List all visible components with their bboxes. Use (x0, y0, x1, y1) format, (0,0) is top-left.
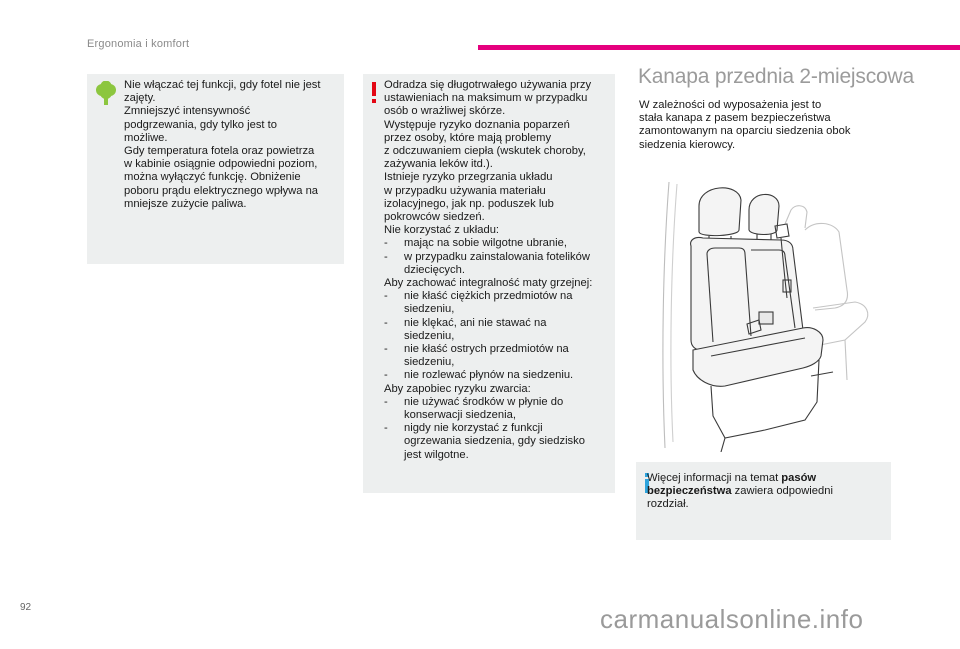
eco-tip-text (124, 79, 338, 211)
list-item (384, 422, 612, 462)
text-line: z odczuwaniem ciepła (wskutek choroby, (384, 145, 586, 158)
text-line: siedzeniu, (404, 356, 455, 369)
header-accent-bar (478, 45, 960, 50)
text-line: jest wilgotne. (404, 448, 469, 461)
info-text-segment: Więcej informacji na temat (647, 472, 782, 484)
text-line: W zależności od wyposażenia jest to (639, 99, 822, 111)
list-dash: - (384, 422, 388, 435)
text-line: ustawieniach na maksimum w przypadku (384, 92, 588, 105)
text-line: zajęty. (124, 92, 156, 105)
list-item (384, 396, 612, 422)
eco-tree-icon (95, 81, 117, 105)
text-line: nigdy nie korzystać z funkcji (404, 422, 543, 435)
list-dash: - (384, 343, 388, 356)
text-line: Nie włączać tej funkcji, gdy fotel nie jest (124, 79, 321, 91)
text-line: Istnieje ryzyko przegrzania układu (384, 171, 553, 184)
text-line: nie kłaść ciężkich przedmiotów na (404, 290, 573, 303)
text-line: możliwe. (124, 131, 168, 144)
list-dash: - (384, 395, 388, 408)
text-line: pokrowców siedzeń. (384, 211, 485, 224)
text-line: stała kanapa z pasem bezpieczeństwa (639, 112, 831, 125)
text-line: przez osoby, które mają problemy (384, 131, 552, 144)
list-item (384, 251, 612, 277)
text-line: zażywania leków itd.). (384, 158, 493, 171)
section-body (639, 99, 889, 152)
text-line: ogrzewania siedzenia, gdy siedzisko (404, 435, 585, 448)
text-line: nie klękać, ani nie stawać na (404, 316, 547, 329)
watermark: carmanualsonline.info (600, 604, 864, 634)
text-line: mniejsze zużycie paliwa. (124, 197, 247, 210)
list-item (384, 290, 612, 316)
text-line: w przypadku zainstalowania fotelików (404, 250, 590, 263)
text-line: konserwacji siedzenia, (404, 409, 516, 422)
text-line: nie kłaść ostrych przedmiotów na (404, 343, 569, 356)
list-dash: - (384, 250, 388, 263)
text-line: Aby zapobiec ryzyku zwarcia: (384, 382, 531, 395)
text-line: nie używać środków w płynie do (404, 395, 564, 408)
text-line: Odradza się długotrwałego używania przy (384, 79, 592, 91)
text-line: Gdy temperatura fotela oraz powietrza (124, 145, 315, 158)
text-line: Aby zachować integralność maty grzejnej: (384, 277, 593, 290)
list-dash: - (384, 290, 388, 303)
text-line: rozdział. (647, 498, 689, 511)
text-line: siedzeniu, (404, 329, 455, 342)
text-line: Występuje ryzyko doznania poparzeń (384, 118, 570, 131)
info-box (636, 462, 891, 540)
info-text-segment: zawiera odpowiedni (731, 485, 833, 498)
exclamation-warning-icon (371, 82, 377, 104)
warning-text (384, 79, 612, 462)
list-item (384, 237, 612, 250)
info-bold-term: pasów (781, 472, 817, 484)
text-line: siedzeniu, (404, 303, 455, 316)
text-line: osób o wrażliwej skórze. (384, 105, 506, 118)
text-line: w przypadku używania materiału (384, 184, 546, 197)
info-text (647, 472, 883, 512)
eco-tip-box (87, 74, 344, 264)
list-dash: - (384, 316, 388, 329)
text-line: Nie korzystać z układu: (384, 224, 500, 237)
page-header-title: Ergonomia i komfort (87, 38, 190, 50)
bench-seat-illustration (655, 180, 885, 452)
text-line: poboru prądu elektrycznego wpływa na (124, 184, 319, 197)
warning-box (363, 74, 615, 493)
text-line: Zmniejszyć intensywność (124, 105, 251, 118)
text-line: w kabinie osiągnie odpowiedni poziom, (124, 158, 318, 171)
list-dash: - (384, 369, 388, 382)
text-line: izolacyjnego, jak np. poduszek lub (384, 197, 554, 210)
list-item (384, 369, 612, 382)
text-line: siedzenia kierowcy. (639, 138, 736, 151)
text-line: można wyłączyć funkcję. Obniżenie (124, 171, 301, 184)
text-line: mając na sobie wilgotne ubranie, (404, 237, 567, 250)
text-line: zamontowanym na oparciu siedzenia obok (639, 125, 851, 138)
text-line: dziecięcych. (404, 263, 465, 276)
text-line: nie rozlewać płynów na siedzeniu. (404, 369, 574, 382)
text-line: podgrzewania, gdy tylko jest to (124, 118, 277, 131)
list-item (384, 317, 612, 343)
info-bold-term: bezpieczeństwa (647, 485, 732, 498)
page-number: 92 (20, 602, 32, 613)
list-item (384, 343, 612, 369)
list-dash: - (384, 237, 388, 250)
section-title: Kanapa przednia 2-miejscowa (638, 65, 914, 88)
